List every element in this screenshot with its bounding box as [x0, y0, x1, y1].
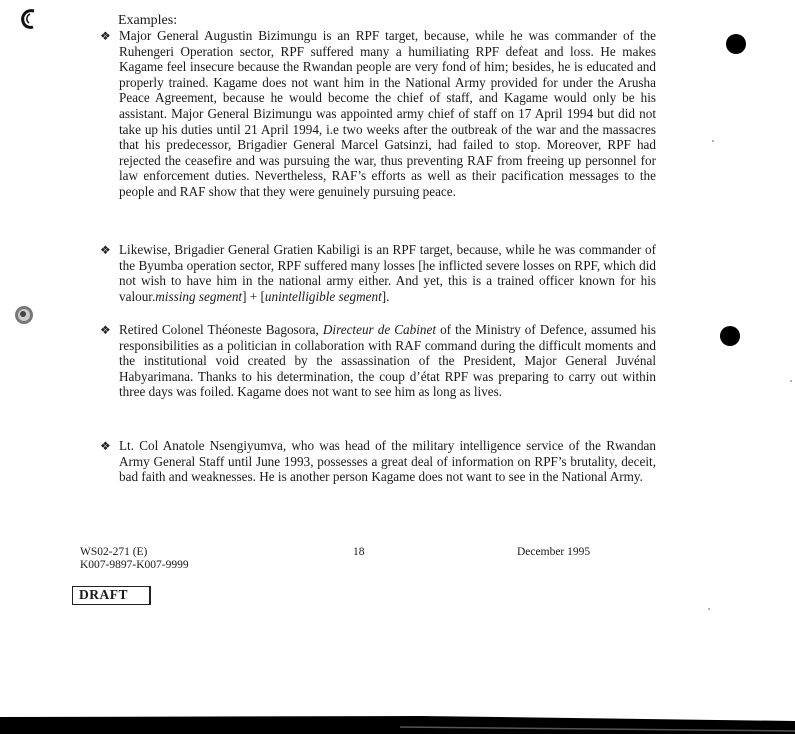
scan-speck: [712, 140, 714, 142]
bullet-text: Major General Augustin Bizimungu is an RPF target, because, while he was commander of the Ruhengeri Operation sector, RPF suffered many a humiliating RPF defeat and loss. He makes Kagame feel insecure because the Rwandan people are very fond of him; besides, he is educated and properly trained. Kagame does not want him in the National Army provided for under the Arusha Peace Agreement, because he would become the chief of staff, and Kagame would only be his assistant. Major General Bizimungu was appointed army chief of staff on 17 April 1994 but did not take up his duties until 21 April 1994, i.e two weeks after the outbreak of the war and the massacres that his predecessor, Brigadier General Marcel Gatsinzi, had failed to stop. Moreover, RPF had rejected the ceasefire and was pursuing the war, thus preventing RAF from freeing up personnel for law enforcement duties. Nevertheless, RAF’s efforts as well as their pacification messages to the people and RAF show that they were genuinely pursuing peace.: [119, 28, 656, 199]
bullet-marker-icon: ❖: [100, 29, 111, 43]
bullet-text-main: Likewise, Brigadier General Gratien Kabiligi is an RPF target, because, while he was commander of the Byumba operation sector, RPF suffered many losses [he inflicted severe losses on RPF, which did not wish to have him in the national army either. And yet, this is a trained officer known for his valour.: [119, 242, 656, 304]
scan-speck: [708, 608, 710, 610]
page-number: 18: [353, 546, 365, 558]
bullet-text: Lt. Col Anatole Nsengiyumva, who was head of the military intelligence service of the Rwandan Army General Staff until June 1993, possesses a great deal of information on RPF’s brutality, deceit, bad faith and weaknesses. He is another person Kagame does not want to see in the National Army.: [119, 438, 656, 485]
footer-date: December 1995: [517, 546, 591, 558]
unintelligible-segment-note: unintelligible segment: [264, 288, 382, 304]
bullet-text: [119, 322, 656, 400]
bullet-marker-icon: ❖: [100, 439, 111, 453]
bullet-text-joiner: ] + [: [242, 288, 265, 304]
bullet-marker-icon: ❖: [100, 323, 111, 337]
punch-hole-icon: [726, 34, 746, 54]
punch-hole-icon: [720, 326, 740, 346]
scan-speck: [790, 380, 792, 382]
bullet-text-pre: Retired Colonel Théoneste Bagosora,: [119, 322, 323, 337]
bullet-text-post: of the Ministry of Defence, assumed his responsibilities as a politician in collaboration with RAF command during the difficult moments and the institutional void created by the assassination of the President, Major General Juvénal Habyarimana. Thanks to his determination, the coup d’état RPF was preparing to carry out within three days was foiled. Kagame does not want to see him as long as lives.: [119, 322, 656, 400]
draft-label: DRAFT: [79, 587, 128, 602]
bullet-marker-icon: ❖: [100, 243, 111, 257]
draft-stamp: [72, 586, 151, 605]
footer-reference: [80, 546, 189, 572]
bullet-item-bizimungu: [100, 28, 656, 200]
missing-segment-note: missing segment: [155, 288, 243, 304]
scan-edge-bar: [0, 715, 795, 734]
bullet-item-bagosora: [100, 322, 656, 400]
bullet-item-kabiligi: [100, 242, 656, 304]
punch-hole-icon: [13, 304, 35, 326]
bullet-item-nsengiyumva: [100, 438, 656, 485]
examples-heading: Examples:: [118, 13, 178, 28]
scan-artifact-icon: [18, 8, 40, 30]
doc-code: WS02-271 (E): [80, 546, 148, 558]
ref-range: K007-9897-K007-9999: [80, 559, 189, 571]
bullet-text: [119, 242, 656, 304]
bullet-text-tail: ].: [381, 288, 390, 304]
italic-title: Directeur de Cabinet: [322, 322, 437, 337]
